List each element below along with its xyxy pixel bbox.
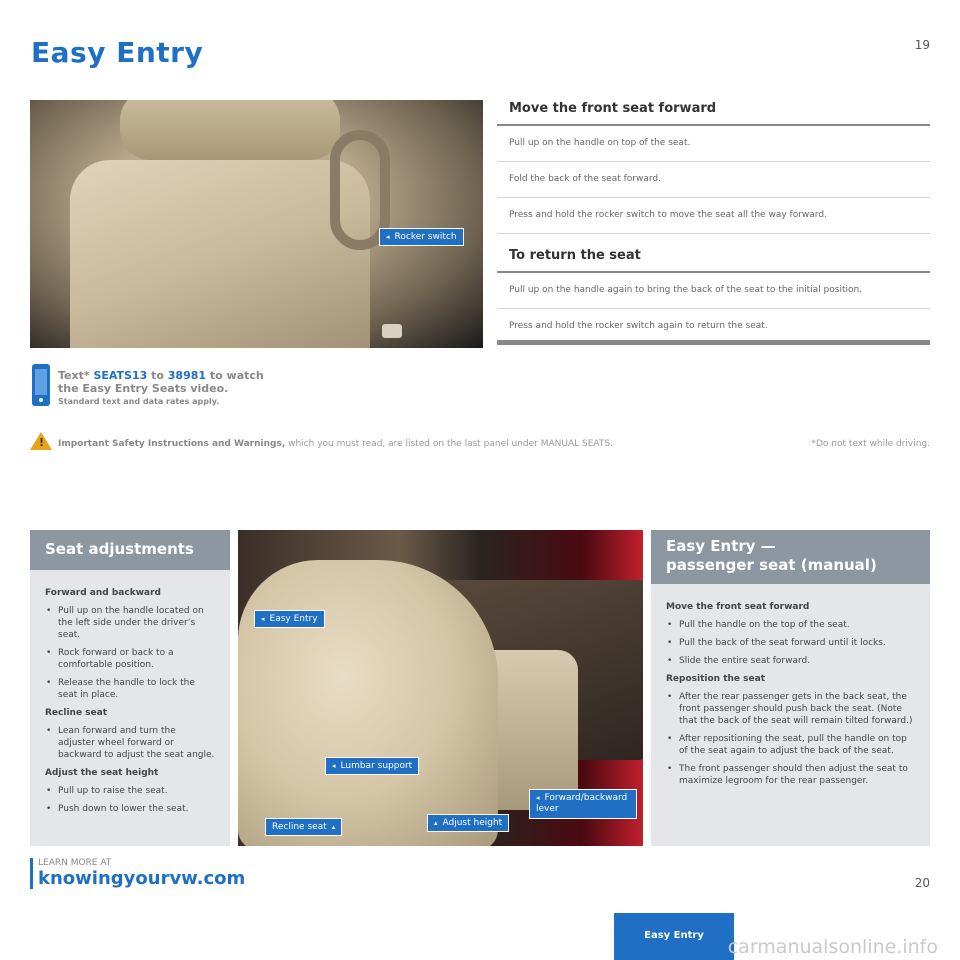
sms-mid: to [147,369,168,382]
step-row: Fold the back of the seat forward. [497,162,930,198]
page-number-top: 19 [914,38,930,52]
learn-more-block [30,858,245,889]
list-item: • Push down to lower the seat. [45,803,215,815]
list-item: • Pull up on the handle located on the left side under the driver’s seat. [45,605,215,641]
subheading: Move the front seat forward [666,602,810,612]
seat-photo [30,100,483,348]
list-item: • Pull up to raise the seat. [45,785,215,797]
no-text-driving-note: *Do not text while driving. [811,439,930,449]
watermark: carmanualsonline.info [727,936,938,958]
list-item: • Pull the back of the seat forward until it locks. [666,637,915,649]
sms-promo [58,369,264,408]
front-seat-heading: Move the front seat forward [497,95,930,126]
seat-shape [238,560,498,846]
sms-number: 38981 [167,369,207,382]
front-seat-steps [497,95,930,345]
sms-suffix: to watch [206,369,264,382]
phone-icon [32,364,50,406]
callout-forward-backward-lever: ◂ Forward/backward lever [529,789,637,819]
passenger-panel-title: Easy Entry — passenger seat (manual) [651,530,930,584]
callout-recline-seat: Recline seat ▴ [265,818,342,836]
page-number-bottom: 20 [914,876,930,890]
step-row: Pull up on the handle on top of the seat. [497,126,930,162]
learn-more-label: LEARN MORE AT [38,858,112,868]
arrow-icon: ◂ [386,233,390,241]
list-item: • Rock forward or back to a comfortable position. [45,647,215,671]
page-title: Easy Entry [31,36,204,69]
section-tab[interactable]: Easy Entry [614,913,734,960]
subheading: Adjust the seat height [45,768,159,778]
subheading: Forward and backward [45,588,161,598]
list-item: • Release the handle to lock the seat in place. [45,677,215,701]
sms-code: SEATS13 [93,369,148,382]
rocker-switch-shape [382,324,402,338]
arrow-icon: ◂ [536,794,540,802]
list-item: • The front passenger should then adjust the seat to maximize legroom for the rear passenger. [666,763,915,787]
callout-adjust-height: ▴ Adjust height [427,814,509,832]
arrow-icon: ▴ [434,819,438,827]
website-link[interactable]: knowingyourvw.com [38,868,246,889]
seat-adjustments-panel [30,530,230,846]
list-item: • Slide the entire seat forward. [666,655,915,667]
subheading: Reposition the seat [666,674,765,684]
arrow-icon: ▴ [331,823,336,831]
callout-lumbar-support: ◂ Lumbar support [325,757,419,775]
warning-icon-mark: ! [39,436,45,449]
seat-adjustments-title: Seat adjustments [30,530,230,570]
arrow-icon: ◂ [261,615,265,623]
list-item: • After repositioning the seat, pull the handle on top of the seat again to adjust the back of the seat. [666,733,915,757]
list-item: • After the rear passenger gets in the back seat, the front passenger should push back the seat. (Note that the back of the seat will remain tilted forward.) [666,691,915,727]
sms-prefix: Text* [58,369,94,382]
seatback-shape [70,160,370,348]
headrest-shape [120,100,340,160]
return-seat-heading: To return the seat [497,242,930,273]
list-item: • Pull the handle on the top of the seat. [666,619,915,631]
subheading: Recline seat [45,708,108,718]
passenger-seat-panel [651,530,930,846]
list-item: • Lean forward and turn the adjuster wheel forward or backward to adjust the seat angle. [45,725,215,761]
step-row: Press and hold the rocker switch to move the seat all the way forward. [497,198,930,234]
step-row: Pull up on the handle again to bring the back of the seat to the initial position. [497,273,930,309]
step-row: Press and hold the rocker switch again to return the seat. [497,309,930,345]
safety-note: Important Safety Instructions and Warnings, which you must read, are listed on the last panel under MANUAL SEATS. [58,439,613,449]
callout-rocker-switch: ◂ Rocker switch [379,228,464,246]
sms-rates-note: Standard text and data rates apply. [58,397,220,406]
arrow-icon: ◂ [332,762,336,770]
callout-easy-entry: ◂ Easy Entry [254,610,325,628]
sms-line2: the Easy Entry Seats video. [58,382,229,395]
